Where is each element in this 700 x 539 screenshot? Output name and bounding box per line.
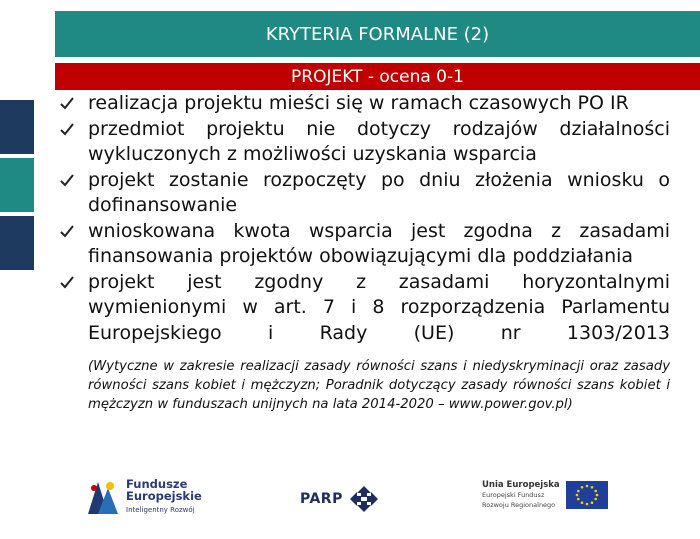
fe-logo-line2: Europejskie: [126, 489, 202, 503]
ue-logo-line3: Rozwoju Regionalnego: [482, 501, 556, 509]
checkmark-icon: [60, 270, 82, 289]
list-item: [60, 168, 670, 219]
list-item-text: przedmiot projektu nie dotyczy rodzajów działalności wykluczonych z możliwości uzyskania wsparcia: [88, 117, 670, 165]
list-item: [60, 219, 670, 270]
parp-logo: [300, 484, 381, 514]
side-block-teal: [0, 158, 34, 212]
reference-note: (Wytyczne w zakresie realizacji zasady równości szans i niedyskryminacji oraz zasady równości szans kobiet i mężczyzn; Poradnik dotyczący zasady równości szans kobiet i mężczyzn w funduszach unijnych na lata 2014-2020 – www.power.gov.pl): [88, 359, 670, 412]
parp-logo-icon: [347, 484, 381, 514]
fe-logo-line3: Inteligentny Rozwój: [126, 506, 195, 514]
ue-logo-line1: Unia Europejska: [482, 480, 560, 490]
criteria-list: [60, 91, 670, 414]
side-block-navy-1: [0, 100, 34, 154]
eu-flag-icon: [566, 481, 608, 509]
slide-title: KRYTERIA FORMALNE (2): [55, 11, 700, 57]
list-item-text: wnioskowana kwota wsparcia jest zgodna z zasadami finansowania projektów obowiązującymi dla poddziałania: [88, 219, 670, 267]
side-block-navy-2: [0, 216, 34, 270]
list-item: [60, 117, 670, 168]
list-item: [60, 91, 670, 117]
ue-logo-line2: Europejski Fundusz: [482, 491, 545, 499]
parp-logo-text: PARP: [300, 491, 343, 507]
fe-logo-line1: Fundusze: [126, 477, 188, 491]
checkmark-icon: [60, 117, 82, 136]
list-item-text: projekt zostanie rozpoczęty po dniu złożenia wniosku o dofinansowanie: [88, 168, 670, 216]
slide-subtitle: PROJEKT - ocena 0-1: [55, 63, 700, 90]
checkmark-icon: [60, 168, 82, 187]
unia-europejska-logo: [482, 480, 608, 510]
checkmark-icon: [60, 219, 82, 238]
fe-logo-icon: [86, 478, 120, 516]
checkmark-icon: [60, 91, 82, 110]
list-item: [60, 270, 670, 347]
fundusze-europejskie-logo: [86, 478, 202, 516]
list-item-text: realizacja projektu mieści się w ramach czasowych PO IR: [88, 92, 629, 114]
list-item-text: projekt jest zgodny z zasadami horyzontalnymi wymienionymi w art. 7 i 8 rozporządzenia Parlamentu Europejskiego i Rady (UE) nr 1303/2013: [88, 270, 670, 344]
